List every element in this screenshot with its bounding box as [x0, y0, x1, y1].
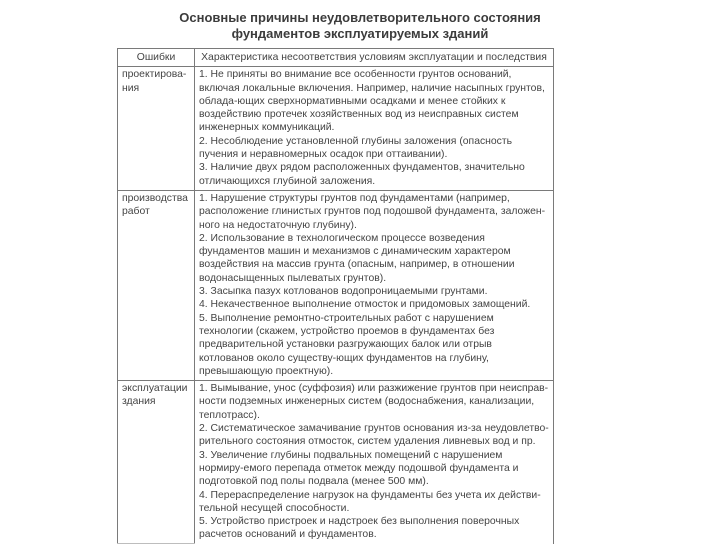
error-category: производства работ — [118, 190, 195, 380]
list-item: 5. Устройство пристроек и надстроек без выполнения поверочных расчетов оснований и фундаментов. — [199, 516, 520, 541]
table-header-row — [118, 49, 554, 67]
list-item: 3. Увеличение глубины подвальных помещений с нарушением нормиру-емого перепада отметок между подошвой фундамента и подготовкой под полы подвала (менее 500 мм). — [199, 449, 519, 488]
characteristics-cell — [195, 190, 554, 380]
list-item: 5. Выполнение ремонтно-строительных работ с нарушением технологии (скажем, устройство проемов в фундаментах без предварительной установки разгружающих балок или отрыв котлованов около существу-ющих фундаментов на глубину, превышающую проектную). — [199, 312, 495, 377]
header-characteristics: Характеристика несоответствия условиям эксплуатации и последствия — [195, 49, 554, 67]
error-category: эксплуатации здания — [118, 381, 195, 544]
list-item: 3. Засыпка пазух котлованов водопроницаемыми грунтами. — [199, 286, 488, 298]
title-line-2: фундаментов эксплуатируемых зданий — [231, 26, 489, 41]
table-row-operation — [118, 381, 554, 544]
list-item: 1. Не приняты во внимание все особенности грунтов оснований, включая локальные включения. Например, наличие насыпных грунтов, облада-ющих сверхнормативными осадками и менее стойких к воздействию протечек хозяйственных вод из неисправных систем инженерных коммуникаций. — [199, 69, 545, 134]
title-line-1: Основные причины неудовлетворительного состояния — [179, 10, 541, 25]
list-item: 2. Несоблюдение установленной глубины заложения (опасность пучения и неравномерных осадок при оттаивании). — [199, 135, 513, 161]
characteristics-cell — [195, 381, 554, 544]
list-item: 4. Некачественное выполнение отмосток и придомовых замощений. — [199, 299, 531, 311]
list-item: 1. Нарушение структуры грунтов под фундаментами (например, расположение глинистых грунтов под подошвой фундамента, заложен-ного на недостаточную глубину). — [199, 192, 546, 231]
list-item: 2. Использование в технологическом процессе возведения фундаментов машин и механизмов с динамическим характером воздействия на массив грунта (опасным, например, в отношении водонасыщенных пылеватых грунтов). — [199, 232, 515, 284]
table-row-construction — [118, 190, 554, 380]
error-category: проектирова-ния — [118, 67, 195, 191]
document-title — [150, 10, 570, 42]
list-item: 3. Наличие двух рядом расположенных фундаментов, значительно отличающихся глубиной заложения. — [199, 162, 525, 187]
causes-table — [117, 48, 554, 544]
characteristics-cell — [195, 67, 554, 191]
list-item: 2. Систематическое замачивание грунтов основания из-за неудовлетво-рительного состояния отмосток, систем удаления ливневых вод и пр. — [199, 423, 549, 448]
header-errors: Ошибки — [118, 49, 195, 67]
list-item: 4. Перераспределение нагрузок на фундаменты без учета их действи-тельной несущей способности. — [199, 489, 541, 514]
list-item: 1. Вымывание, унос (суффозия) или разжижение грунтов при неисправ-ности подземных инженерных систем (водоснабжения, канализации, теплотрасс). — [199, 383, 549, 421]
table-row-design — [118, 67, 554, 191]
